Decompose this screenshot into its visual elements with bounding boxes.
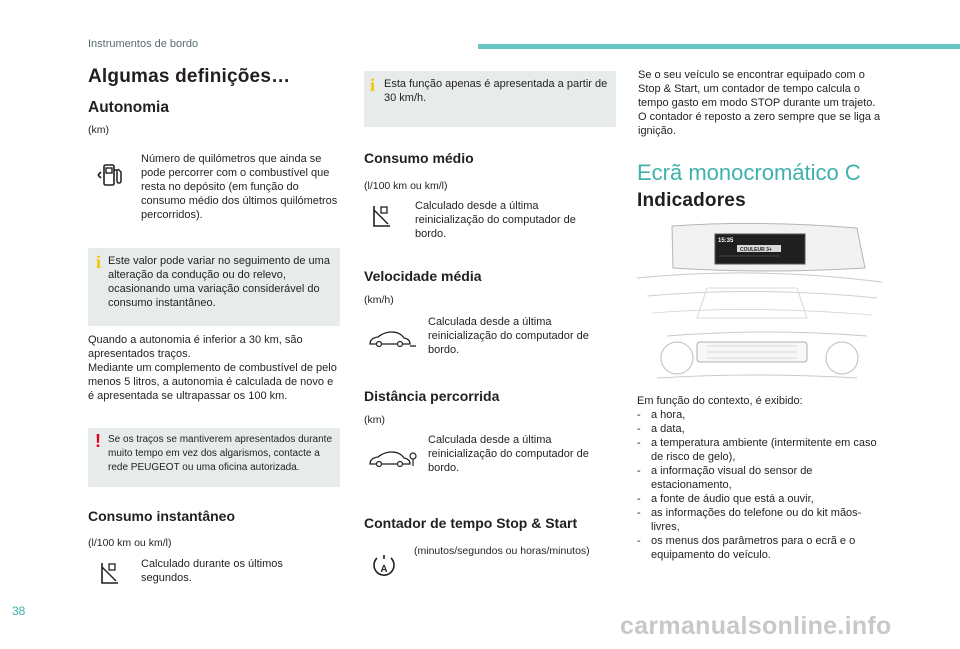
autonomy-description: Número de quilómetros que ainda se pode percorrer com o combustível que resta no depósito (em função do consumo médio dos últimos quilómetros percorridos). [141, 153, 338, 221]
fuel-pump-icon [96, 162, 124, 188]
section-title-distance: Distância percorrida [364, 388, 500, 404]
section-title-autonomy: Autonomia [88, 99, 169, 116]
instant-unit: (l/100 km ou km/l) [88, 537, 172, 549]
running-header: Instrumentos de bordo [88, 38, 199, 50]
info-icon: i [370, 75, 376, 95]
section-title-instant: Consumo instantâneo [88, 508, 236, 524]
autonomy-paragraph: Quando a autonomia é inferior a 30 km, são apresentados traços. Mediante um complemento de combustível de pelo menos 5 litros, a autonomia é calculada de novo e é apresentada se ultrapassar os 100 km. [88, 334, 337, 402]
info-note-text: Este valor pode variar no seguimento de uma alteração da condução ou do relevo, ocasionando uma variação considerável do consumo instantâneo. [108, 255, 330, 309]
list-item: - os menus dos parâmetros para o ecrã e o equipamento do veículo. [637, 534, 885, 562]
screen-label: COULEUR 3+ [740, 247, 772, 253]
stop-start-unit: (minutos/segundos ou horas/minutos) [414, 545, 590, 557]
average-consumption-icon [370, 204, 394, 228]
list-item: - a informação visual do sensor de estacionamento, [637, 464, 885, 492]
distance-description: Calculada desde a última reinicialização do computador de bordo. [428, 434, 589, 474]
list-item: - a data, [637, 422, 885, 436]
list-item: - a hora, [637, 408, 885, 422]
avg-consumption-unit: (l/100 km ou km/l) [364, 180, 448, 192]
avg-speed-unit: (km/h) [364, 294, 394, 306]
warning-exclamation-icon: ! [95, 431, 101, 451]
display-items-list [637, 408, 885, 562]
info-note-speed [364, 71, 616, 127]
distance-unit: (km) [364, 414, 385, 426]
warning-note-text: Se os traços se mantiverem apresentados durante muito tempo em vez dos algarismos, contacte a rede PEUGEOT ou uma oficina autorizada. [108, 434, 333, 473]
dashboard-illustration [637, 218, 882, 386]
section-title-avg-speed: Velocidade média [364, 268, 482, 284]
info-icon: i [96, 252, 102, 272]
screen-time: 15:35 [718, 238, 734, 244]
header-accent-bar [478, 44, 960, 49]
stop-start-icon [371, 553, 397, 579]
car-distance-icon [368, 450, 418, 470]
info-note-autonomy [88, 248, 340, 326]
watermark: carmanualsonline.info [620, 612, 892, 640]
autonomy-unit: (km) [88, 124, 109, 136]
list-item: - a temperatura ambiente (intermitente em caso de risco de gelo), [637, 436, 885, 464]
section-title-stop-start: Contador de tempo Stop & Start [364, 515, 578, 531]
section-title-avg-consumption: Consumo médio [364, 150, 474, 166]
stop-start-intro: Se o seu veículo se encontrar equipado com o Stop & Start, um contador de tempo calcula o tempo gasto em modo STOP durante um trajeto. O contador é reposto a zero sempre que se liga a ignição. [638, 69, 881, 137]
list-item: - a fonte de áudio que está a ouvir, [637, 492, 885, 506]
instant-description: Calculado durante os últimos segundos. [141, 558, 283, 584]
warning-note [88, 428, 340, 487]
avg-speed-description: Calculada desde a última reinicialização do computador de bordo. [428, 316, 589, 356]
avg-consumption-description: Calculado desde a última reinicialização do computador de bordo. [415, 200, 576, 240]
page-title: Algumas definições… [88, 66, 291, 87]
list-item: - as informações do telefone ou do kit mãos-livres, [637, 506, 885, 534]
page-number: 38 [12, 604, 26, 618]
car-speed-icon [368, 330, 418, 350]
fuel-consumption-icon [98, 561, 122, 585]
svg-text:A: A [380, 564, 388, 575]
info-note-text: Esta função apenas é apresentada a partir de 30 km/h. [384, 78, 608, 104]
section-title-indicators: Indicadores [637, 190, 746, 211]
list-intro: Em função do contexto, é exibido: [637, 395, 803, 407]
section-title-monochrome: Ecrã monocromático C [637, 160, 861, 185]
